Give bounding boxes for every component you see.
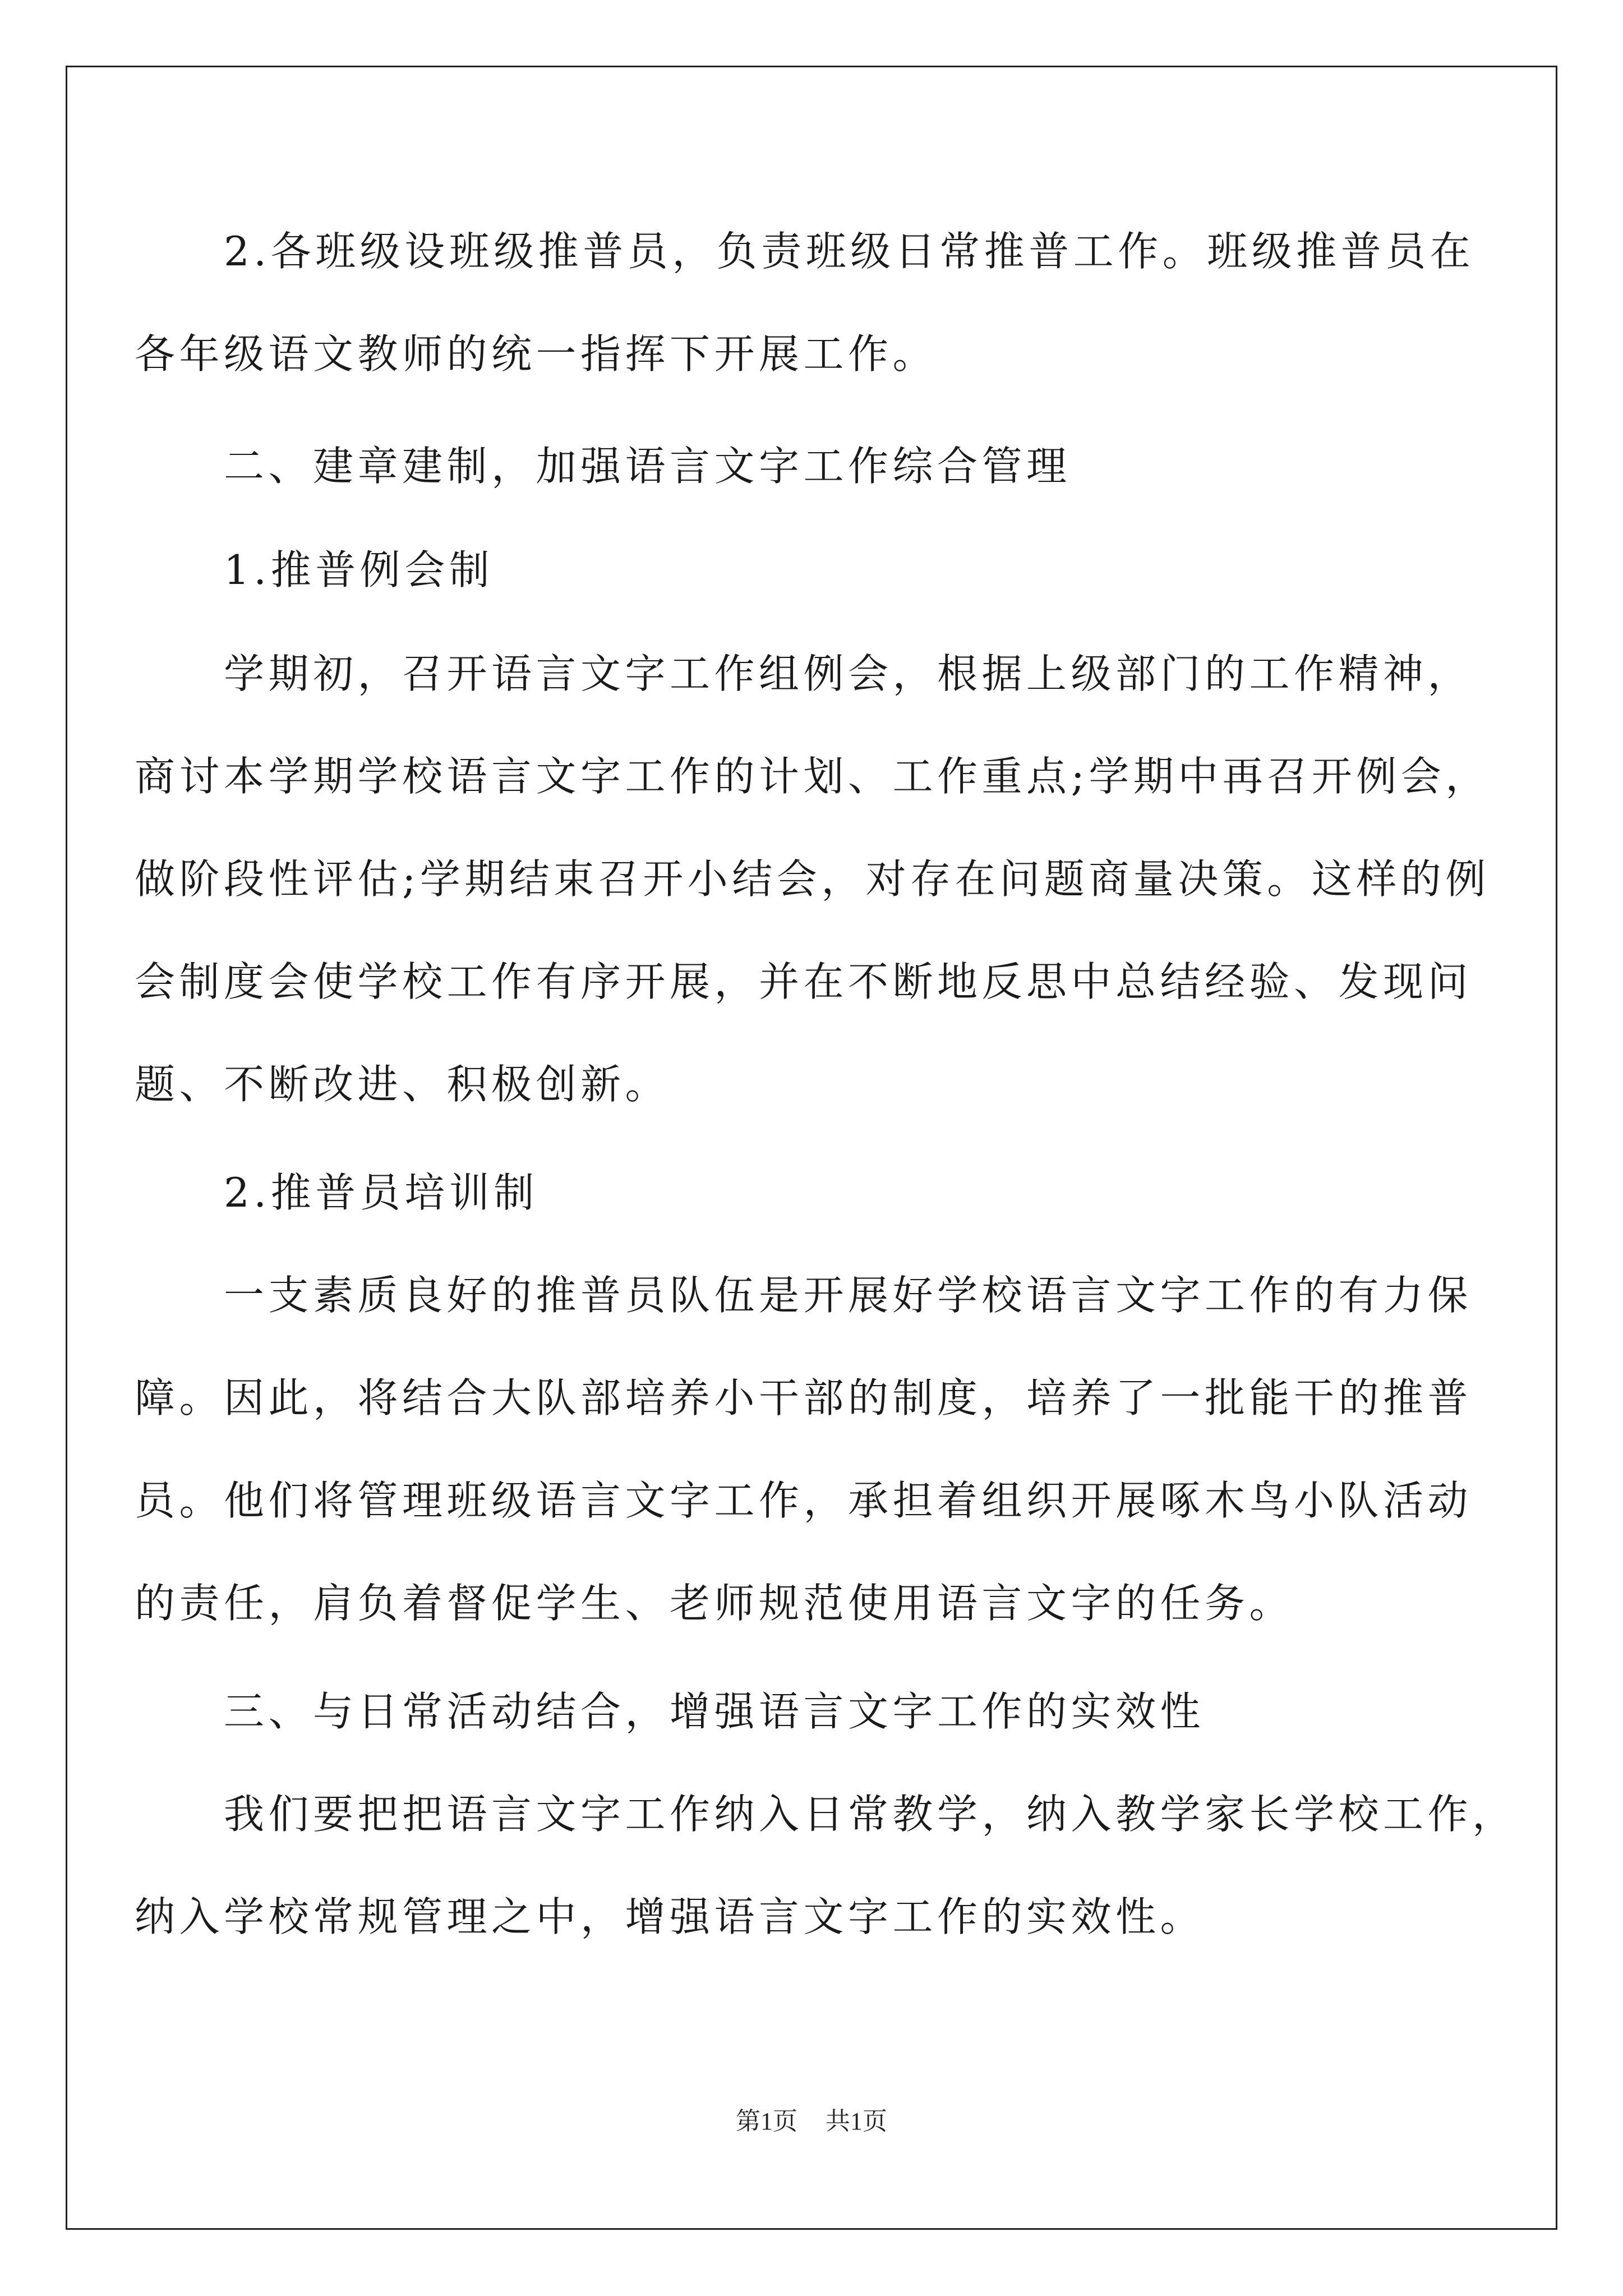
text-line: 题、不断改进、积极创新。: [135, 1061, 670, 1108]
page-footer: [0, 2105, 1623, 2138]
subsection-heading: 1.推普例会制: [135, 546, 494, 593]
subsection-heading: 2.推普员培训制: [135, 1169, 538, 1216]
text-line: 一支素质良好的推普员队伍是开展好学校语言文字工作的有力保: [135, 1272, 1473, 1319]
text-line: 各年级语文教师的统一指挥下开展工作。: [135, 330, 938, 378]
text-line: 的责任，肩负着督促学生、老师规范使用语言文字的任务。: [135, 1580, 1294, 1627]
section-heading: 二、建章建制，加强语言文字工作综合管理: [135, 443, 1071, 490]
text-line: 2.各班级设班级推普员，负责班级日常推普工作。班级推普员在: [135, 228, 1475, 275]
page-number-current: 第1页: [736, 2108, 797, 2135]
text-line: 我们要把把语言文字工作纳入日常教学，纳入教学家长学校工作，: [135, 1791, 1517, 1838]
text-line: 商讨本学期学校语言文字工作的计划、工作重点;学期中再召开例会，: [135, 753, 1490, 800]
text-line: 障。因此，将结合大队部培养小干部的制度，培养了一批能干的推普: [135, 1374, 1473, 1421]
text-line: 纳入学校常规管理之中，增强语言文字工作的实效性。: [135, 1893, 1205, 1940]
text-line: 学期初，召开语言文字工作组例会，根据上级部门的工作精神，: [135, 650, 1473, 697]
text-line: 会制度会使学校工作有序开展，并在不断地反思中总结经验、发现问: [135, 958, 1473, 1005]
text-line: 员。他们将管理班级语言文字工作，承担着组织开展啄木鸟小队活动: [135, 1477, 1473, 1524]
page-number-total: 共1页: [826, 2108, 887, 2135]
section-heading: 三、与日常活动结合，增强语言文字工作的实效性: [135, 1688, 1205, 1735]
text-line: 做阶段性评估;学期结束召开小结会，对存在问题商量决策。这样的例: [135, 855, 1490, 903]
